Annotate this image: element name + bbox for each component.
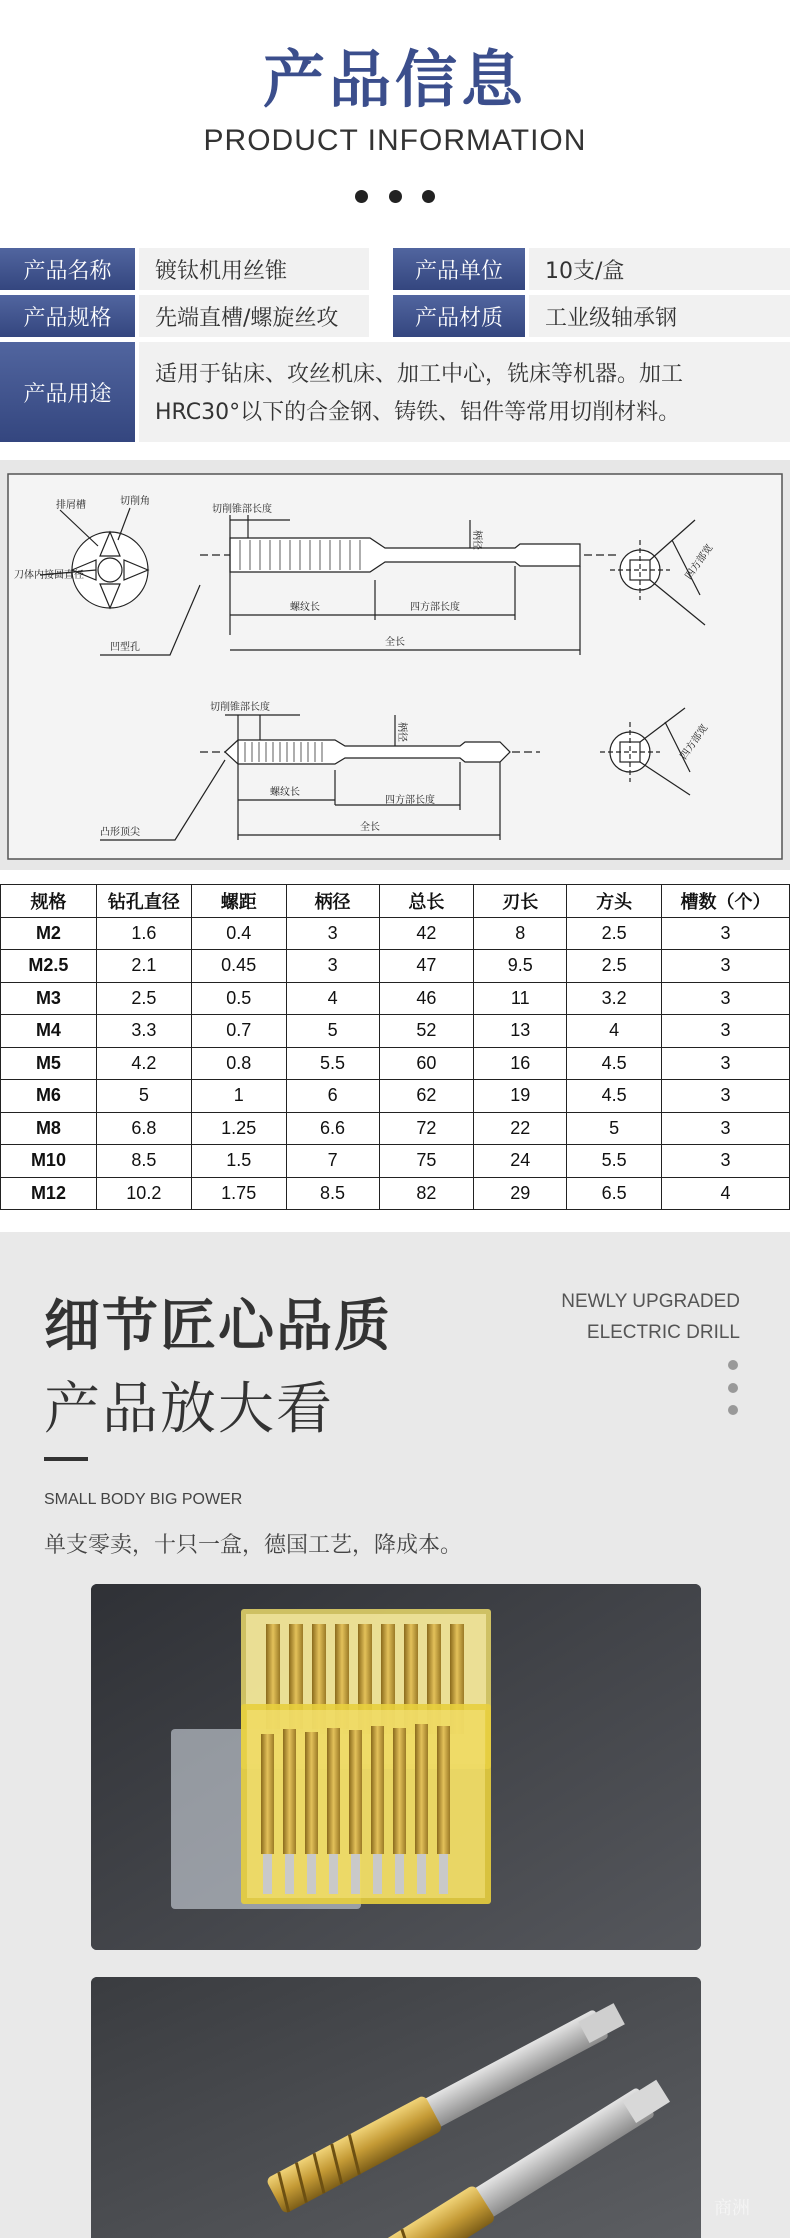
table-cell: 16 — [474, 1047, 567, 1080]
table-cell: 4.2 — [96, 1047, 191, 1080]
table-cell: 0.7 — [191, 1015, 286, 1048]
spec-label: 产品规格 — [0, 295, 135, 337]
table-cell: 3 — [662, 982, 790, 1015]
table-row — [1, 950, 790, 983]
name-label: 产品名称 — [0, 248, 135, 290]
label-square-length: 四方部长度 — [410, 602, 460, 613]
col-header: 螺距 — [191, 885, 286, 918]
label-chamfer-length-2: 切削锥部长度 — [210, 702, 270, 713]
table-cell: M2.5 — [1, 950, 97, 983]
col-header: 刃长 — [474, 885, 567, 918]
table-cell: 4.5 — [567, 1080, 662, 1113]
table-cell: 82 — [379, 1177, 474, 1210]
label-thread-length: 螺纹长 — [290, 602, 320, 613]
table-cell: M4 — [1, 1015, 97, 1048]
detail-title: 细节匠心品质 — [44, 1294, 392, 1359]
table-cell: 22 — [474, 1112, 567, 1145]
table-cell: 46 — [379, 982, 474, 1015]
table-cell: M8 — [1, 1112, 97, 1145]
table-cell: 5 — [567, 1112, 662, 1145]
col-header: 柄径 — [286, 885, 379, 918]
table-cell: 4 — [662, 1177, 790, 1210]
usage-line-2: HRC30°以下的合金钢、铸铁、铝件等常用切削材料。 — [155, 400, 681, 425]
detail-english-caption — [561, 1286, 740, 1348]
usage-label: 产品用途 — [0, 342, 135, 442]
name-value: 镀钛机用丝锥 — [139, 248, 369, 290]
table-cell: 13 — [474, 1015, 567, 1048]
material-label: 产品材质 — [393, 295, 525, 337]
table-cell: 1.6 — [96, 917, 191, 950]
tap-closeup-illustration — [91, 1977, 701, 2238]
table-cell: 4.5 — [567, 1047, 662, 1080]
label-core-dia: 刀体内接圆直径 — [14, 570, 84, 581]
spec-value: 先端直槽/螺旋丝攻 — [139, 295, 369, 337]
table-cell: 6.6 — [286, 1112, 379, 1145]
unit-label: 产品单位 — [393, 248, 525, 290]
label-convex-tip: 凸形顶尖 — [100, 827, 140, 838]
table-row — [1, 1047, 790, 1080]
table-cell: M5 — [1, 1047, 97, 1080]
label-total-length-2: 全长 — [360, 822, 380, 833]
label-shank-dia-2: 柄径 — [396, 722, 407, 742]
table-cell: 3.2 — [567, 982, 662, 1015]
vertical-dots-icon — [728, 1360, 738, 1415]
table-cell: 3 — [286, 950, 379, 983]
diagram-drawing — [0, 460, 790, 870]
page-subtitle: PRODUCT INFORMATION — [203, 124, 587, 157]
unit-value: 10支/盒 — [529, 248, 790, 290]
table-cell: M3 — [1, 982, 97, 1015]
table-cell: 2.5 — [96, 982, 191, 1015]
table-cell: 3 — [662, 950, 790, 983]
spec-table — [0, 884, 790, 1210]
table-cell: 19 — [474, 1080, 567, 1113]
label-concave-hole: 凹型孔 — [110, 642, 140, 653]
table-cell: 0.4 — [191, 917, 286, 950]
table-cell: 8.5 — [286, 1177, 379, 1210]
table-cell: 1.25 — [191, 1112, 286, 1145]
table-cell: 6.5 — [567, 1177, 662, 1210]
table-cell: 0.45 — [191, 950, 286, 983]
table-cell: 5.5 — [567, 1145, 662, 1178]
label-square-width-2: 四方部宽 — [678, 722, 711, 762]
divider — [44, 1457, 88, 1461]
technical-diagram — [0, 460, 790, 870]
table-cell: M12 — [1, 1177, 97, 1210]
table-row — [1, 1177, 790, 1210]
table-row — [1, 917, 790, 950]
label-square-length-2: 四方部长度 — [385, 795, 435, 806]
table-row — [1, 1112, 790, 1145]
table-cell: 3 — [662, 1080, 790, 1113]
table-cell: 4 — [567, 1015, 662, 1048]
detail-subtitle: 产品放大看 — [44, 1377, 334, 1442]
col-header: 钻孔直径 — [96, 885, 191, 918]
table-row — [1, 982, 790, 1015]
table-cell: 2.1 — [96, 950, 191, 983]
table-cell: 0.8 — [191, 1047, 286, 1080]
table-cell: 3 — [662, 917, 790, 950]
label-chip-groove: 排屑槽 — [56, 500, 86, 511]
table-cell: 5 — [286, 1015, 379, 1048]
table-row — [1, 1015, 790, 1048]
table-cell: 5.5 — [286, 1047, 379, 1080]
table-cell: M6 — [1, 1080, 97, 1113]
decor-dots — [355, 190, 435, 203]
col-header: 规格 — [1, 885, 97, 918]
table-cell: 2.5 — [567, 950, 662, 983]
usage-value — [139, 342, 790, 442]
product-photo-closeup — [91, 1977, 701, 2238]
table-cell: 29 — [474, 1177, 567, 1210]
table-cell: 7 — [286, 1145, 379, 1178]
en-line-1: NEWLY UPGRADED — [561, 1291, 740, 1312]
table-cell: 2.5 — [567, 917, 662, 950]
product-info-table — [0, 248, 790, 444]
table-cell: 24 — [474, 1145, 567, 1178]
table-cell: 10.2 — [96, 1177, 191, 1210]
table-cell: 3 — [662, 1112, 790, 1145]
table-cell: 62 — [379, 1080, 474, 1113]
table-cell: 52 — [379, 1015, 474, 1048]
watermark: 商洲 — [714, 2198, 750, 2219]
table-cell: 3.3 — [96, 1015, 191, 1048]
table-cell: 1.75 — [191, 1177, 286, 1210]
spec-header-row — [1, 885, 790, 918]
table-row — [1, 1145, 790, 1178]
table-cell: 5 — [96, 1080, 191, 1113]
table-cell: 3 — [286, 917, 379, 950]
table-cell: 1 — [191, 1080, 286, 1113]
col-header: 槽数（个） — [662, 885, 790, 918]
table-cell: 1.5 — [191, 1145, 286, 1178]
label-chamfer-length: 切削锥部长度 — [212, 504, 272, 515]
table-cell: 8.5 — [96, 1145, 191, 1178]
table-cell: 47 — [379, 950, 474, 983]
usage-line-1: 适用于钻床、攻丝机床、加工中心，铣床等机器。加工 — [155, 362, 684, 387]
page-title: 产品信息 — [262, 43, 527, 116]
label-shank-dia: 柄径 — [471, 530, 482, 550]
table-cell: 8 — [474, 917, 567, 950]
table-cell: 3 — [662, 1047, 790, 1080]
table-cell: 6 — [286, 1080, 379, 1113]
table-cell: 75 — [379, 1145, 474, 1178]
label-thread-length-2: 螺纹长 — [270, 787, 300, 798]
product-photo-boxes — [91, 1584, 701, 1950]
label-cutting-angle: 切削角 — [120, 496, 150, 507]
table-cell: 42 — [379, 917, 474, 950]
label-total-length: 全长 — [385, 637, 405, 648]
col-header: 方头 — [567, 885, 662, 918]
product-info-header — [0, 0, 790, 230]
table-cell: 60 — [379, 1047, 474, 1080]
table-cell: 72 — [379, 1112, 474, 1145]
detail-section — [0, 1232, 790, 2238]
table-cell: 3 — [662, 1145, 790, 1178]
detail-description: 单支零卖，十只一盒，德国工艺，降成本。 — [44, 1533, 463, 1558]
table-row — [1, 1080, 790, 1113]
table-cell: 4 — [286, 982, 379, 1015]
table-cell: 0.5 — [191, 982, 286, 1015]
table-cell: 6.8 — [96, 1112, 191, 1145]
table-cell: 3 — [662, 1015, 790, 1048]
label-square-width: 四方部宽 — [683, 542, 716, 582]
table-cell: M10 — [1, 1145, 97, 1178]
table-cell: 11 — [474, 982, 567, 1015]
table-cell: M2 — [1, 917, 97, 950]
en-line-2: ELECTRIC DRILL — [586, 1322, 740, 1343]
small-caption: SMALL BODY BIG POWER — [44, 1491, 243, 1508]
col-header: 总长 — [379, 885, 474, 918]
table-cell: 9.5 — [474, 950, 567, 983]
tap-boxes-illustration — [91, 1584, 701, 1950]
material-value: 工业级轴承钢 — [529, 295, 790, 337]
